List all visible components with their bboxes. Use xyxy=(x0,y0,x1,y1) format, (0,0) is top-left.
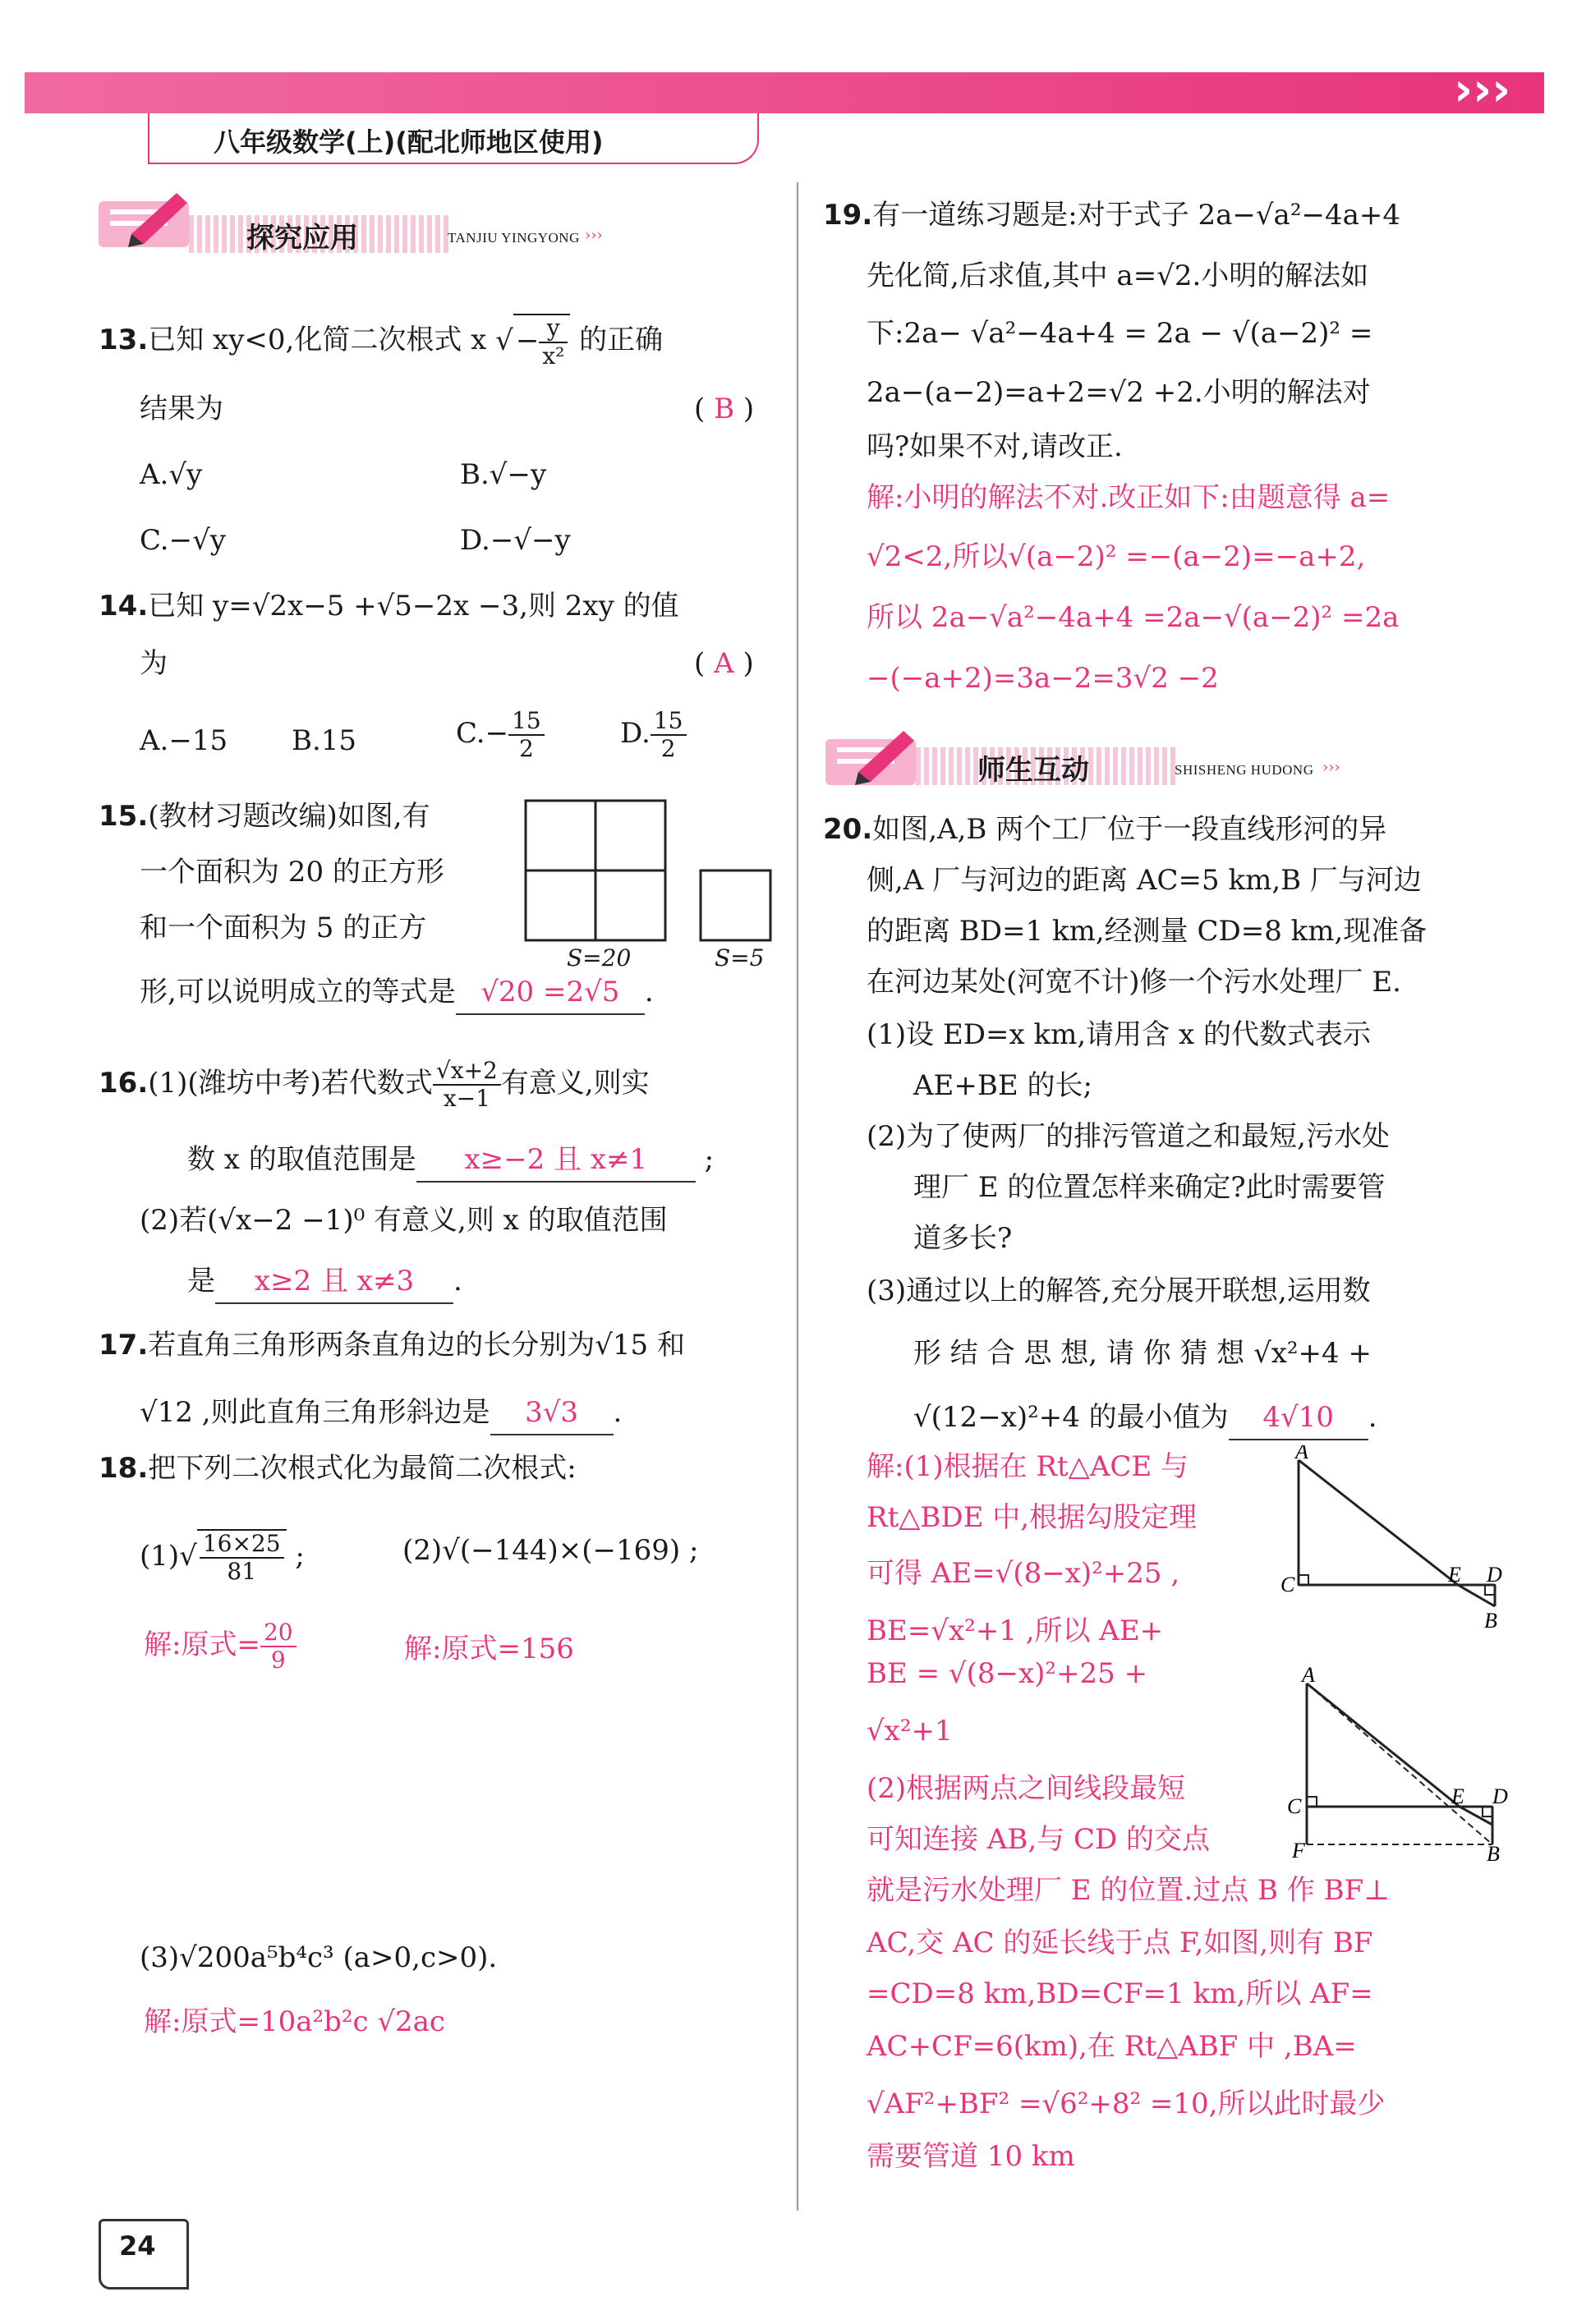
q13-line1 xyxy=(99,314,663,370)
q18-sol1-num: 20 xyxy=(260,1619,297,1647)
q20-p3b: 形 结 合 思 想, 请 你 猜 想 √x²+4 + xyxy=(913,1337,1372,1370)
q15-line3: 和一个面积为 5 的正方 xyxy=(140,912,427,944)
q15-line1 xyxy=(99,795,430,838)
q14-line1 xyxy=(99,585,679,627)
q14-line2: 为 xyxy=(140,647,168,680)
fig1-label-A: A xyxy=(1295,1445,1308,1463)
q19-sol3: 所以 2a−√a²−4a+4 =2a−√(a−2)² =2a xyxy=(867,601,1400,634)
q19-text1: 有一道练习题是:对于式子 2a−√a²−4a+4 xyxy=(872,199,1400,232)
q20-p1a: (1)设 ED=x km,请用含 x 的代数式表示 xyxy=(867,1018,1371,1051)
q17-text1: 若直角三角形两条直角边的长分别为√15 和 xyxy=(148,1329,685,1362)
fig1-label-C: C xyxy=(1280,1573,1295,1596)
header-arrows: ››› xyxy=(1454,63,1511,117)
q15-squares-figure xyxy=(522,797,776,969)
q20-sol6: √x²+1 xyxy=(867,1715,953,1748)
q14-optC xyxy=(456,708,545,762)
q18-text1: 把下列二次根式化为最简二次根式: xyxy=(148,1452,577,1485)
section-title-right: 师生互动 xyxy=(977,754,1089,787)
fig2-label-F: F xyxy=(1292,1839,1305,1862)
q14-num: 14. xyxy=(99,590,149,622)
q14-optC-den: 2 xyxy=(519,735,534,762)
q13-line2: 结果为 xyxy=(140,393,223,425)
fig2-label-E: E xyxy=(1451,1784,1464,1808)
section-en-arrows-left: ››› xyxy=(585,227,603,244)
q17-answer: 3√3 xyxy=(490,1391,614,1435)
fig2-label-C: C xyxy=(1287,1794,1302,1818)
fig2-label-B: B xyxy=(1487,1842,1500,1864)
q20-sol5: BE = √(8−x)²+25 + xyxy=(867,1657,1148,1690)
q14-answer-value: A xyxy=(714,647,734,680)
q16-text1b: 有意义,则实 xyxy=(500,1067,650,1100)
q18-sol1-text: 解:原式= xyxy=(144,1628,260,1661)
q18-part1-label: (1) xyxy=(140,1540,180,1573)
q16-answer1: x≥−2 且 x≠1 xyxy=(416,1138,696,1183)
q13-optC: C.−√y xyxy=(140,524,226,557)
fig2-label-D: D xyxy=(1492,1784,1508,1808)
q16-answer2: x≥2 且 x≠3 xyxy=(215,1260,453,1304)
q16-text1: (1)(潍坊中考)若代数式 xyxy=(148,1067,433,1100)
q14-optA: A.−15 xyxy=(140,724,228,757)
q13-num: 13. xyxy=(99,324,149,356)
q16-line2: 数 x 的取值范围是 x≥−2 且 x≠1 ; xyxy=(187,1138,714,1183)
q20-p2c: 道多长? xyxy=(913,1222,1013,1255)
q19-line2: 先化简,后求值,其中 a=√2.小明的解法如 xyxy=(867,259,1369,292)
q19-line4: 2a−(a−2)=a+2=√2 +2.小明的解法对 xyxy=(867,376,1371,409)
q19-line1 xyxy=(823,194,1400,237)
q20-p3c-text: √(12−x)²+4 的最小值为 xyxy=(913,1401,1229,1434)
q19-sol1: 解:小明的解法不对.改正如下:由题意得 a= xyxy=(867,481,1391,514)
page-number: 24 xyxy=(119,2230,156,2262)
q15-text1: (教材习题改编)如图,有 xyxy=(148,800,430,833)
q13-frac-num: y xyxy=(539,315,568,343)
q15-label-s5: S=5 xyxy=(715,944,765,971)
q14-text: 已知 y=√2x−5 +√5−2x −3,则 2xy 的值 xyxy=(148,590,679,622)
section-en-left: TANJIU YINGYONG xyxy=(448,230,580,246)
q20-sol2: Rt△BDE 中,根据勾股定理 xyxy=(867,1501,1198,1534)
q16-text4: 是 xyxy=(187,1265,215,1297)
q16-frac-den: x−1 xyxy=(443,1085,490,1112)
q18-sol3: 解:原式=10a²b²c √2ac xyxy=(144,2005,445,2038)
q13-optD: D.−√−y xyxy=(460,524,571,557)
q14-optD-pre: D. xyxy=(620,717,651,750)
q20-line2: 侧,A 厂与河边的距离 AC=5 km,B 厂与河边 xyxy=(867,864,1422,897)
q17-line1 xyxy=(99,1324,685,1366)
q19-line5: 吗?如果不对,请改正. xyxy=(867,430,1123,463)
q18-sol2: 解:原式=156 xyxy=(404,1633,574,1665)
q13-text2: 的正确 xyxy=(579,324,664,356)
column-divider xyxy=(797,182,798,2211)
q20-p1b: AE+BE 的长; xyxy=(913,1069,1092,1102)
section-title-left: 探究应用 xyxy=(246,222,358,255)
q20-sol10: AC,交 AC 的延长线于点 F,如图,则有 BF xyxy=(867,1927,1373,1959)
q20-sol3: 可得 AE=√(8−x)²+25 , xyxy=(867,1557,1180,1590)
q20-text1: 如图,A,B 两个工厂位于一段直线形河的异 xyxy=(872,813,1387,846)
q14-optB: B.15 xyxy=(292,724,357,757)
header-band xyxy=(25,72,1544,113)
q15-text4: 形,可以说明成立的等式是 xyxy=(140,976,456,1008)
q20-line4: 在河边某处(河宽不计)修一个污水处理厂 E. xyxy=(867,966,1401,999)
q13-sqrt: √− $\frac{y}{\text{x²}}$ xyxy=(495,314,570,370)
q17-line2: √12 ,则此直角三角形斜边是 3√3 . xyxy=(140,1391,622,1435)
q20-p2b: 理厂 E 的位置怎样来确定?此时需要管 xyxy=(913,1171,1386,1204)
q20-sol11: =CD=8 km,BD=CF=1 km,所以 AF= xyxy=(867,1977,1373,2010)
q16-num: 16. xyxy=(99,1067,149,1100)
q18-sol1-den: 9 xyxy=(270,1647,286,1674)
q20-sol1: 解:(1)根据在 Rt△ACE 与 xyxy=(867,1450,1189,1483)
q20-sol12: AC+CF=6(km),在 Rt△ABF 中 ,BA= xyxy=(867,2030,1357,2063)
q18-sol1 xyxy=(144,1619,297,1674)
q15-num: 15. xyxy=(99,800,149,833)
q13-answer: ( B ) xyxy=(694,393,755,425)
q14-optC-num: 15 xyxy=(508,708,545,736)
pencil-icon xyxy=(99,185,197,250)
q20-line1 xyxy=(823,808,1386,851)
q14-optD xyxy=(620,708,687,762)
q13-optB: B.√−y xyxy=(460,458,547,491)
q16-text2: 数 x 的取值范围是 xyxy=(187,1143,416,1176)
q14-answer: ( A ) xyxy=(694,647,754,680)
q19-num: 19. xyxy=(823,199,873,232)
q13-optA: A.√y xyxy=(140,458,203,491)
q18-part1: (1)√ $\frac{16\times 25}{81}$ ; xyxy=(140,1530,305,1585)
q18-part1-num: 16×25 xyxy=(200,1531,284,1559)
q18-line1 xyxy=(99,1447,577,1490)
q15-line2: 一个面积为 20 的正方形 xyxy=(140,856,444,889)
q16-line3: (2)若(√x−2 −1)⁰ 有意义,则 x 的取值范围 xyxy=(140,1204,668,1237)
section-en-arrows-right: ››› xyxy=(1322,759,1340,776)
q14-optD-den: 2 xyxy=(660,735,676,762)
q16-line1 xyxy=(99,1058,650,1112)
q17-num: 17. xyxy=(99,1329,149,1362)
section-en-right: SHISHENG HUDONG xyxy=(1175,762,1314,778)
q13-answer-value: B xyxy=(714,393,735,425)
q14-optC-pre: C.− xyxy=(456,717,509,750)
q18-num: 18. xyxy=(99,1452,149,1485)
q13-text: 已知 xy<0,化简二次根式 x xyxy=(148,324,487,356)
q16-frac-num: √x+2 xyxy=(433,1058,501,1086)
q20-sol14: 需要管道 10 km xyxy=(867,2140,1075,2173)
q20-p2a: (2)为了使两厂的排污管道之和最短,污水处 xyxy=(867,1120,1390,1153)
q17-text2: √12 ,则此直角三角形斜边是 xyxy=(140,1396,490,1429)
q15-answer: √20 =2√5 xyxy=(456,971,645,1015)
q18-part1-den: 81 xyxy=(227,1558,257,1585)
q13-frac-den: x² xyxy=(542,342,565,370)
q19-sol2: √2<2,所以√(a−2)² =−(a−2)=−a+2, xyxy=(867,540,1366,573)
fig1-label-E: E xyxy=(1448,1563,1461,1587)
fig2-label-A: A xyxy=(1302,1667,1315,1687)
q20-sol9: 就是污水处理厂 E 的位置.过点 B 作 BF⊥ xyxy=(867,1874,1391,1907)
header-title: 八年级数学(上)(配北师地区使用) xyxy=(214,126,604,158)
q19-sol4: −(−a+2)=3a−2=3√2 −2 xyxy=(867,662,1219,695)
q20-p3a: (3)通过以上的解答,充分展开联想,运用数 xyxy=(867,1275,1371,1307)
pencil-icon-right xyxy=(825,723,924,788)
q18-part3: (3)√200a⁵b⁴c³ (a>0,c>0). xyxy=(140,1941,498,1974)
q14-optD-num: 15 xyxy=(651,708,687,736)
q20-figure-2 xyxy=(1277,1667,1524,1864)
q15-line4: 形,可以说明成立的等式是 √20 =2√5 . xyxy=(140,971,654,1015)
q20-answer: 4√10 xyxy=(1229,1396,1368,1440)
q20-p3c: √(12−x)²+4 的最小值为 4√10 . xyxy=(913,1396,1377,1440)
q18-part2: (2)√(−144)×(−169) ; xyxy=(402,1534,699,1567)
q19-line3: 下:2a− √a²−4a+4 = 2a − √(a−2)² = xyxy=(867,317,1373,350)
q20-figure-1 xyxy=(1277,1445,1524,1642)
q15-label-s20: S=20 xyxy=(567,944,632,971)
fig1-label-D: D xyxy=(1487,1563,1502,1587)
q20-num: 20. xyxy=(823,813,873,846)
fig1-label-B: B xyxy=(1484,1609,1497,1633)
q16-line4: 是 x≥2 且 x≠3 . xyxy=(187,1260,462,1304)
q20-sol13: √AF²+BF² =√6²+8² =10,所以此时最少 xyxy=(867,2087,1386,2120)
q20-line3: 的距离 BD=1 km,经测量 CD=8 km,现准备 xyxy=(867,915,1428,948)
q20-sol7: (2)根据两点之间线段最短 xyxy=(867,1772,1186,1805)
q20-sol4: BE=√x²+1 ,所以 AE+ xyxy=(867,1614,1164,1647)
q20-sol8: 可知连接 AB,与 CD 的交点 xyxy=(867,1823,1211,1856)
